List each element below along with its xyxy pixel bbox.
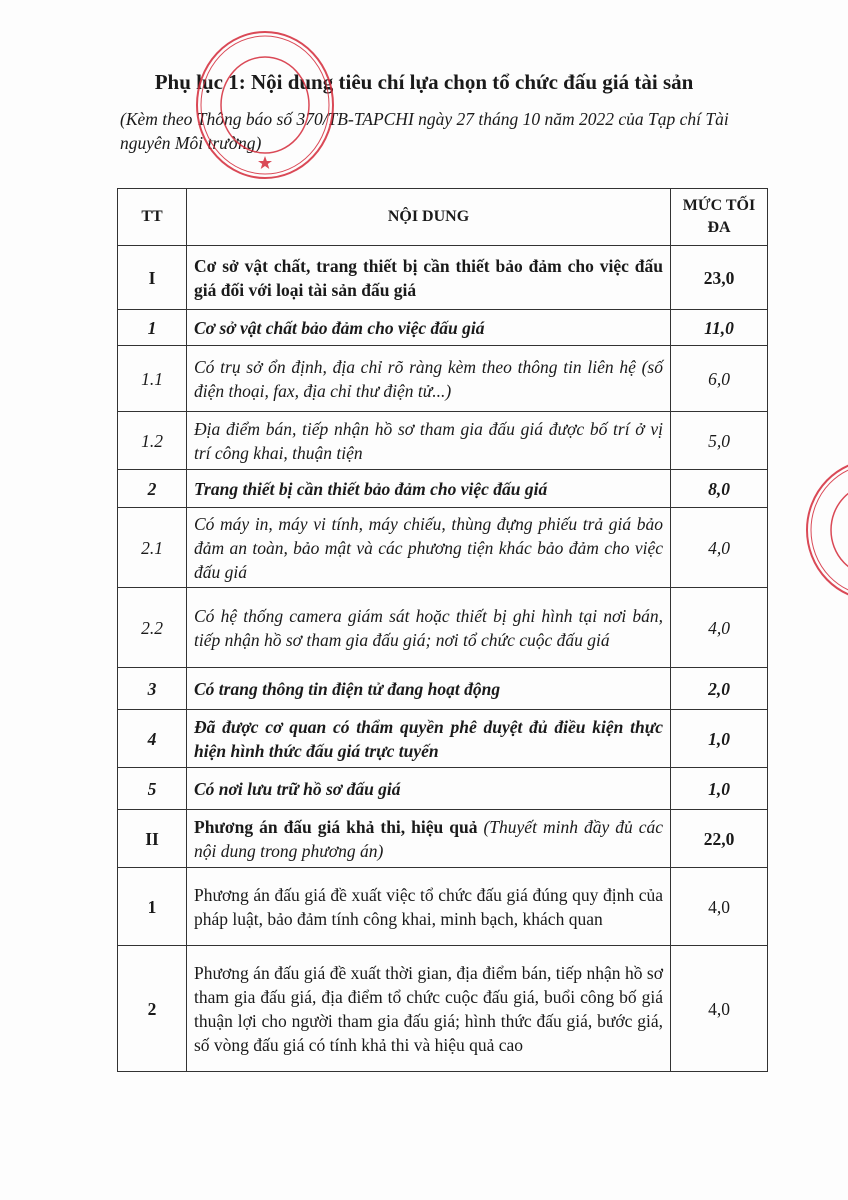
row-max-score: 1,0 [671,768,768,810]
red-stamp-partial [800,460,848,600]
row-max-score: 11,0 [671,310,768,346]
row-number: 4 [118,710,187,768]
row-content [187,246,671,310]
row-content-text: Cơ sở vật chất bảo đảm cho việc đấu giá [194,317,485,338]
row-number: I [118,246,187,310]
row-max-score: 6,0 [671,346,768,412]
table-row [118,346,768,412]
row-number: 2 [118,470,187,508]
row-number: 1.1 [118,346,187,412]
table-row [118,412,768,470]
row-number: 2.1 [118,508,187,588]
row-content [187,588,671,668]
row-content-note: (Thuyết minh đầy đủ các nội dung trong phương án) [194,816,663,861]
row-content [187,946,671,1072]
row-max-score: 4,0 [671,588,768,668]
row-content [187,710,671,768]
table-row [118,710,768,768]
table-row [118,768,768,810]
row-content [187,508,671,588]
row-content [187,768,671,810]
criteria-table [117,188,768,1072]
star-icon [258,156,272,169]
row-content-text: Phương án đấu giá khả thi, hiệu quả [194,816,478,837]
row-number: 1.2 [118,412,187,470]
row-max-score: 2,0 [671,668,768,710]
table-row [118,810,768,868]
row-content-text: Đã được cơ quan có thẩm quyền phê duyệt đủ điều kiện thực hiện hình thức đấu giá trực tuyến [194,716,663,761]
table-row [118,668,768,710]
row-content [187,868,671,946]
row-number: 2 [118,946,187,1072]
header-max: MỨC TỐI ĐA [671,189,768,246]
row-max-score: 1,0 [671,710,768,768]
row-content-text: Có trụ sở ổn định, địa chỉ rõ ràng kèm theo thông tin liên hệ (số điện thoại, fax, địa chỉ thư điện tử...) [194,356,663,401]
row-content-text: Có hệ thống camera giám sát hoặc thiết bị ghi hình tại nơi bán, tiếp nhận hồ sơ tham gia đấu giá; nơi tổ chức cuộc đấu giá [194,605,663,650]
subtitle: (Kèm theo Thông báo số 370/TB-TAPCHI ngày 27 tháng 10 năm 2022 của Tạp chí Tài nguyên Môi trường) [120,109,729,153]
table-row [118,588,768,668]
row-number: 5 [118,768,187,810]
row-content-text: Phương án đấu giá đề xuất thời gian, địa điểm bán, tiếp nhận hồ sơ tham gia đấu giá, địa điểm tổ chức cuộc đấu giá, buổi công bố giá thuận lợi cho người tham gia đấu giá; hình thức đấu giá, bước giá, số vòng đấu giá có tính khả thi và hiệu quả cao [194,962,663,1055]
row-content-text: Cơ sở vật chất, trang thiết bị cần thiết bảo đảm cho việc đấu giá đối với loại tài sản đấu giá [194,255,663,300]
table-row [118,868,768,946]
table-row [118,246,768,310]
row-number: 3 [118,668,187,710]
row-content-text: Có máy in, máy vi tính, máy chiếu, thùng đựng phiếu trả giá bảo đảm an toàn, bảo mật và các phương tiện khác bảo đảm cho việc đấu giá [194,513,663,582]
row-content-text: Có trang thông tin điện tử đang hoạt động [194,678,501,699]
row-content [187,412,671,470]
table-row [118,470,768,508]
red-stamp [190,25,340,185]
header-tt: TT [118,189,187,246]
row-number: II [118,810,187,868]
row-number: 1 [118,868,187,946]
table-row [118,508,768,588]
row-content-text: Địa điểm bán, tiếp nhận hồ sơ tham gia đấu giá được bố trí ở vị trí công khai, thuận tiện [194,418,663,463]
row-max-score: 23,0 [671,246,768,310]
row-content-text: Phương án đấu giá đề xuất việc tổ chức đấu giá đúng quy định của pháp luật, bảo đảm tính công khai, minh bạch, khách quan [194,884,663,929]
row-number: 2.2 [118,588,187,668]
row-content [187,470,671,508]
row-content [187,310,671,346]
page-title: Phụ lục 1: Nội dung tiêu chí lựa chọn tổ chức đấu giá tài sản [154,70,694,94]
row-content-text: Trang thiết bị cần thiết bảo đảm cho việc đấu giá [194,478,548,499]
row-content [187,668,671,710]
row-content [187,346,671,412]
table-row [118,946,768,1072]
table-row [118,310,768,346]
row-max-score: 4,0 [671,946,768,1072]
row-content [187,810,671,868]
header-content: NỘI DUNG [187,189,671,246]
table-header [118,189,768,246]
row-max-score: 8,0 [671,470,768,508]
row-max-score: 5,0 [671,412,768,470]
row-number: 1 [118,310,187,346]
row-max-score: 22,0 [671,810,768,868]
row-max-score: 4,0 [671,508,768,588]
row-max-score: 4,0 [671,868,768,946]
row-content-text: Có nơi lưu trữ hồ sơ đấu giá [194,778,401,799]
